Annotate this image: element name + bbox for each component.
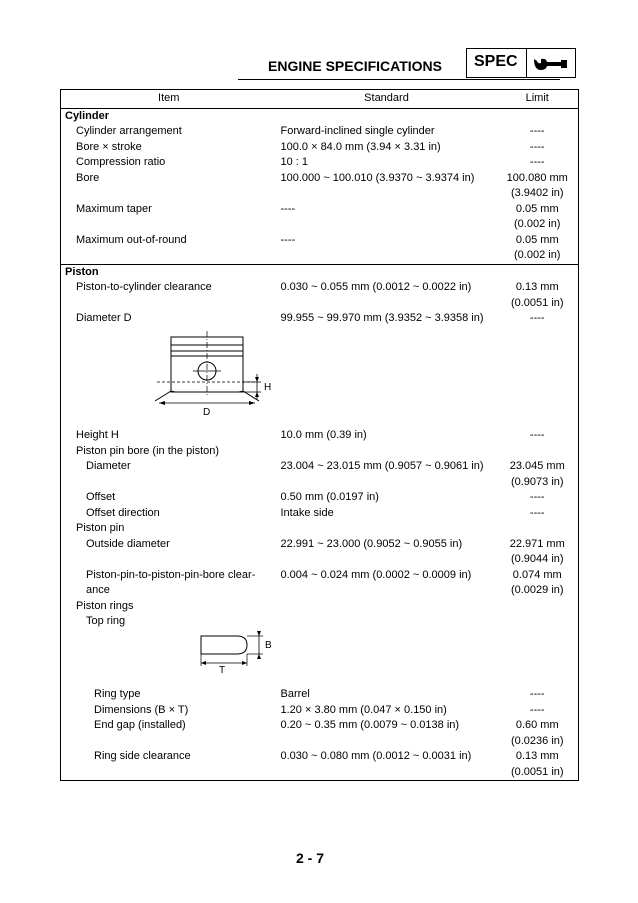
item-label: Maximum taper (76, 202, 152, 215)
page-number: 2 - 7 (296, 850, 325, 866)
section-row-cylinder (61, 108, 579, 124)
item-label: Cylinder arrangement (76, 125, 182, 137)
standard-value: 10 : 1 (280, 156, 309, 168)
table-row (61, 233, 579, 265)
item-label: Top ring (86, 615, 126, 627)
limit-value: 0.13 mm (0.0051 in) (510, 281, 564, 309)
table-row (61, 428, 579, 444)
section-title: Cylinder (65, 109, 110, 122)
wrench-icon (531, 55, 569, 73)
table-row (61, 140, 579, 156)
table-row (61, 490, 579, 506)
limit-value: ---- (529, 506, 545, 519)
limit-value: ---- (529, 140, 545, 153)
item-label: Piston rings (76, 599, 134, 612)
spec-table (60, 89, 579, 781)
item-label: Offset direction (86, 506, 160, 519)
limit-value: ---- (529, 156, 545, 168)
item-label: Piston pin (76, 522, 125, 534)
limit-value: 100.080 mm (3.9402 in) (506, 171, 568, 199)
standard-value: Intake side (280, 506, 334, 519)
limit-value: 0.05 mm (0.002 in) (514, 233, 561, 261)
table-row (61, 459, 579, 490)
limit-value: ---- (529, 125, 545, 137)
item-label: Outside diameter (86, 537, 170, 550)
standard-value: 1.20 × 3.80 mm (0.047 × 0.150 in) (280, 703, 447, 716)
item-label: Diameter (86, 460, 131, 472)
table-row (61, 521, 579, 537)
limit-value: ---- (529, 312, 545, 324)
limit-value: 0.05 mm (0.002 in) (514, 202, 561, 230)
item-label: Ring type (94, 688, 141, 700)
item-label: Bore × stroke (76, 140, 142, 153)
piston-figure-row (61, 327, 579, 429)
limit-value: ---- (529, 429, 545, 441)
table-row (61, 687, 579, 703)
table-row (61, 599, 579, 615)
limit-value: ---- (529, 491, 545, 503)
column-header-item: Item (61, 90, 277, 109)
item-label: Maximum out-of-round (76, 233, 187, 246)
table-row (61, 703, 579, 719)
standard-value: 99.955 ~ 99.970 mm (3.9352 ~ 3.9358 in) (280, 312, 484, 324)
table-row (61, 311, 579, 327)
item-label: Diameter D (76, 312, 132, 324)
piston-figure-label-h: H (264, 381, 272, 393)
table-header-row (61, 90, 579, 109)
standard-value: 23.004 ~ 23.015 mm (0.9057 ~ 0.9061 in) (280, 460, 484, 472)
table-row (61, 506, 579, 522)
table-row (61, 155, 579, 171)
ring-figure-label-b: B (265, 639, 272, 651)
table-row (61, 444, 579, 460)
standard-value: Barrel (280, 688, 310, 700)
item-label: Height H (76, 429, 119, 441)
table-row (61, 749, 579, 781)
column-header-limit: Limit (497, 90, 579, 109)
standard-value: ---- (280, 233, 296, 246)
table-row (61, 537, 579, 568)
spec-badge (466, 48, 576, 78)
section-row-piston (61, 264, 579, 280)
section-title: Piston (61, 264, 277, 280)
limit-value: ---- (529, 688, 545, 700)
item-label: Dimensions (B × T) (94, 703, 189, 716)
ring-figure-row (61, 630, 579, 680)
item-label: Piston-pin-to-piston-pin-bore clear- ance (86, 568, 256, 596)
limit-value: 0.13 mm (0.0051 in) (510, 750, 564, 778)
item-label: Piston-to-cylinder clearance (76, 281, 212, 293)
limit-value: 0.074 mm (0.0029 in) (510, 568, 564, 596)
spec-badge-label: SPEC (474, 53, 518, 70)
ring-figure-label-t: T (219, 664, 226, 674)
table-row (61, 568, 579, 599)
item-label: End gap (installed) (94, 719, 186, 731)
item-label: Piston pin bore (in the piston) (76, 444, 220, 457)
standard-value: 0.030 ~ 0.080 mm (0.0012 ~ 0.0031 in) (280, 750, 472, 762)
standard-value: 100.000 ~ 100.010 (3.9370 ~ 3.9374 in) (280, 171, 475, 184)
standard-value: 0.004 ~ 0.024 mm (0.0002 ~ 0.0009 in) (280, 568, 472, 581)
standard-value: ---- (280, 202, 296, 215)
table-row (61, 614, 579, 630)
standard-value: 0.030 ~ 0.055 mm (0.0012 ~ 0.0022 in) (280, 281, 472, 293)
standard-value: Forward-inclined single cylinder (280, 125, 435, 137)
standard-value: 100.0 × 84.0 mm (3.94 × 3.31 in) (280, 140, 441, 153)
standard-value: 10.0 mm (0.39 in) (280, 429, 367, 441)
spec-badge-divider (526, 49, 527, 77)
piston-figure-label-d: D (203, 406, 211, 418)
header-rule (238, 79, 560, 80)
table-row (61, 124, 579, 140)
limit-value: 23.045 mm (0.9073 in) (509, 460, 565, 488)
page-title: ENGINE SPECIFICATIONS (268, 58, 442, 74)
standard-value: 0.50 mm (0.0197 in) (280, 491, 379, 503)
item-label: Compression ratio (76, 156, 166, 168)
table-row (61, 202, 579, 233)
limit-value: 0.60 mm (0.0236 in) (510, 719, 564, 747)
limit-value: 22.971 mm (0.9044 in) (509, 537, 565, 565)
ring-diagram (65, 630, 281, 674)
table-row (61, 280, 579, 311)
limit-value: ---- (529, 703, 545, 716)
item-label: Bore (76, 171, 100, 184)
item-label: Offset (86, 491, 116, 503)
standard-value: 22.991 ~ 23.000 (0.9052 ~ 0.9055 in) (280, 537, 463, 550)
standard-value: 0.20 ~ 0.35 mm (0.0079 ~ 0.0138 in) (280, 719, 460, 731)
table-row (61, 718, 579, 749)
column-header-standard: Standard (277, 90, 497, 109)
item-label: Ring side clearance (94, 750, 191, 762)
piston-diagram (65, 327, 281, 423)
table-row (61, 171, 579, 202)
